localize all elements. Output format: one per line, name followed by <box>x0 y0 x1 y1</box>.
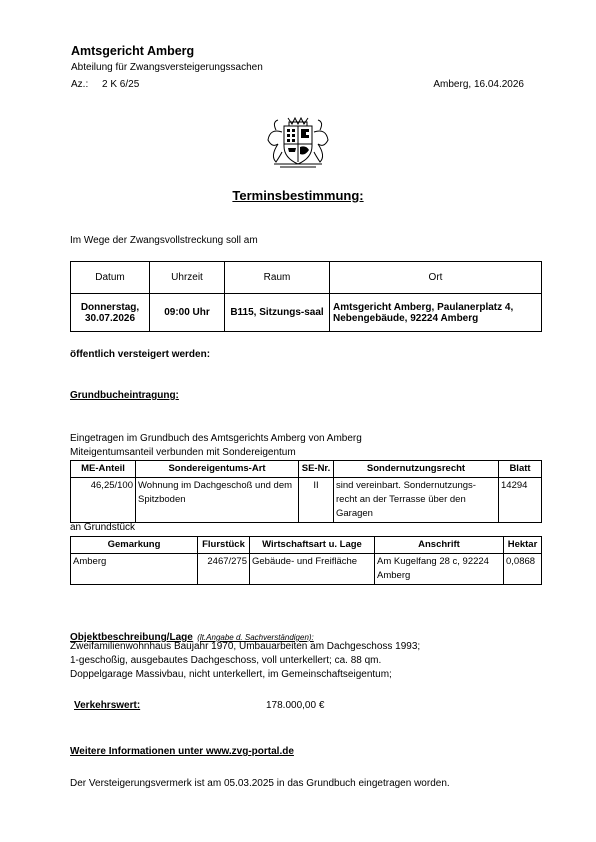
bavarian-coat-of-arms-icon <box>262 112 334 170</box>
col-anschrift: Anschrift <box>375 537 504 554</box>
verkehrswert-label: Verkehrswert: <box>74 700 141 711</box>
termin-ort: Amtsgericht Amberg, Paulanerplatz 4, Nebengebäude, 92224 Amberg <box>330 294 542 332</box>
table-row <box>71 478 542 523</box>
sondereigentum-table <box>70 460 542 523</box>
grundstueck-table <box>70 536 542 585</box>
az-value: 2 K 6/25 <box>102 79 140 90</box>
court-name: Amtsgericht Amberg <box>71 44 195 58</box>
col-se-nr: SE-Nr. <box>299 461 334 478</box>
az-label: Az.: <box>71 79 89 90</box>
objekt-line-1: Zweifamilienwohnhaus Baujahr 1970, Umbauarbeiten am Dachgeschoss 1993; <box>70 641 421 652</box>
col-sondernutzungsrecht: Sondernutzungsrecht <box>334 461 499 478</box>
cell-art: Wohnung im Dachgeschoß und dem Spitzboden <box>136 478 299 523</box>
cell-anteil: 46,25/100 <box>71 478 136 523</box>
col-sondereigentums-art: Sondereigentums-Art <box>136 461 299 478</box>
department: Abteilung für Zwangsversteigerungssachen <box>71 62 263 73</box>
termin-uhrzeit: 09:00 Uhr <box>150 294 225 332</box>
page-title: Terminsbestimmung: <box>232 188 364 203</box>
cell-nr: II <box>299 478 334 523</box>
info-link[interactable]: Weitere Informationen unter www.zvg-portal.de <box>70 746 294 757</box>
col-wirtschaftsart: Wirtschaftsart u. Lage <box>250 537 375 554</box>
col-gemarkung: Gemarkung <box>71 537 198 554</box>
col-ort: Ort <box>330 262 542 294</box>
col-blatt: Blatt <box>499 461 542 478</box>
place-date: Amberg, 16.04.2026 <box>433 79 524 90</box>
grundbuch-line-1: Eingetragen im Grundbuch des Amtsgerichts Amberg von Amberg <box>70 433 362 444</box>
grundbuch-line-2: Miteigentumsanteil verbunden mit Sondereigentum <box>70 447 296 458</box>
cell-hektar: 0,0868 <box>504 554 542 585</box>
termin-raum: B115, Sitzungs-saal <box>225 294 330 332</box>
cell-recht: sind vereinbart. Sondernutzungs-recht an der Terrasse über den Garagen <box>334 478 499 523</box>
an-grundstueck: an Grundstück <box>70 522 136 533</box>
cell-blatt: 14294 <box>499 478 542 523</box>
cell-anschrift: Am Kugelfang 28 c, 92224 Amberg <box>375 554 504 585</box>
termin-table <box>70 261 542 332</box>
cell-flurstueck: 2467/275 <box>198 554 250 585</box>
col-raum: Raum <box>225 262 330 294</box>
objekt-heading: Objektbeschreibung/Lage <box>70 632 193 643</box>
auction-text: öffentlich versteigert werden: <box>70 349 211 360</box>
col-uhrzeit: Uhrzeit <box>150 262 225 294</box>
footer-text: Der Versteigerungsvermerk ist am 05.03.2025 in das Grundbuch eingetragen worden. <box>70 778 450 789</box>
col-flurstueck: Flurstück <box>198 537 250 554</box>
objekt-line-3: Doppelgarage Massivbau, nicht unterkellert, im Gemeinschaftseigentum; <box>70 669 392 680</box>
grundbuch-heading: Grundbucheintragung: <box>70 390 179 401</box>
objekt-line-2: 1-geschoßig, ausgebautes Dachgeschoss, voll unterkellert; ca. 88 qm. <box>70 655 382 666</box>
col-me-anteil: ME-Anteil <box>71 461 136 478</box>
verkehrswert-value: 178.000,00 € <box>266 700 325 711</box>
intro-text: Im Wege der Zwangsvollstreckung soll am <box>70 235 258 246</box>
col-hektar: Hektar <box>504 537 542 554</box>
cell-wirtschaftsart: Gebäude- und Freifläche <box>250 554 375 585</box>
col-datum: Datum <box>71 262 150 294</box>
table-row <box>71 554 542 585</box>
termin-datum: Donnerstag, 30.07.2026 <box>71 294 150 332</box>
cell-gemarkung: Amberg <box>71 554 198 585</box>
objekt-note: (lt.Angabe d. Sachverständigen): <box>197 633 314 642</box>
